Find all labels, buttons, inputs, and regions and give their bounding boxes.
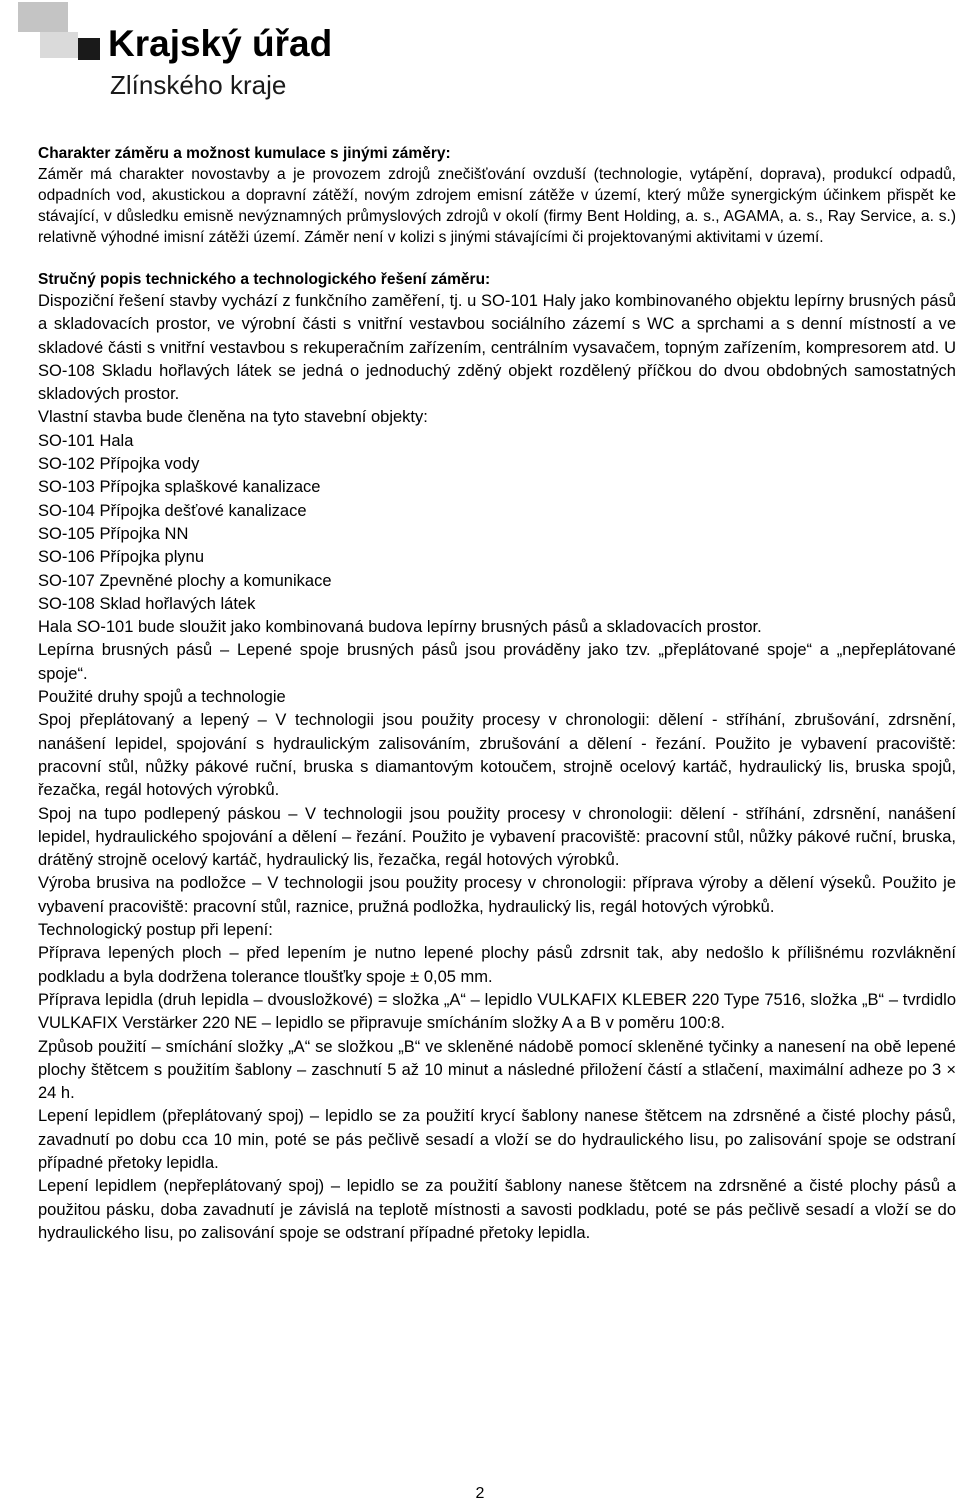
paragraph-lepeni-nepreplatovany: Lepení lepidlem (nepřeplátovaný spoj) – lepidlo se za použití šablony nanese štětcem na zdrsněné a čisté plochy pásů a použitou pásku, doba zavadnutí je závislá na teplotě místnosti a savosti podkladu, poté se pás pečlivě sesadí a vloží se do hydraulického lisu, po zalisování spoje se odstraní případné přetoky lepidla. [38, 1177, 956, 1242]
logo-square-light [40, 32, 78, 58]
paragraph-technologicky-postup: Technologický postup při lepení: [38, 921, 273, 940]
object-list-item: SO-106 Přípojka plynu [38, 548, 205, 567]
object-list-item: SO-103 Přípojka splaškové kanalizace [38, 478, 321, 497]
paragraph-spoj-na-tupo: Spoj na tupo podlepený páskou – V technologii jsou použity procesy v chronologii: dělení - stříhání, zdrsnění, nanášení lepidel, hydraulického spojování a dělení – řezání. Použito je vybavení pracoviště: pracovní stůl, nůžky pákové ruční, bruska, drátěný strojně ocelový kartáč, hydraulický lis, řezačka, regál hotových výrobků. [38, 804, 956, 870]
section-heading-charakter: Charakter záměru a možnost kumulace s jinými záměry: [38, 145, 451, 162]
section-heading-popis: Stručný popis technického a technologického řešení záměru: [38, 271, 491, 288]
paragraph-druhy-spoju: Použité druhy spojů a technologie [38, 688, 286, 707]
paragraph-spoj-preplatovany: Spoj přeplátovaný a lepený – V technologii jsou použity procesy v chronologii: dělení - stříhání, zbrušování, zdrsnění, nanášení lepidel, spojování s hydraulickým zalisováním, zbrušování a dělení - řezání. Použito je vybavení pracoviště: pracovní stůl, nůžky pákové ruční, bruska s diamantovým kotoučem, strojně ocelový kartáč, hydraulický lis, bruska spojů, řezačka, regál hotových výrobků. [38, 711, 956, 800]
paragraph-charakter: Záměr má charakter novostavby a je provozem zdrojů znečišťování ovzduší (technologie, vytápění, doprava), produkcí odpadů, odpadních vod, akustickou a dopravní zátěží, novým zdrojem emisní zátěže v území, který může synergickým účinkem přispět ke stávající, v důsledku emisně nevýznamných průmyslových zdrojů v okolí (firmy Bent Holding, a. s., AGAMA, a. s., Ray Service, a. s.) relativně výhodné imisní zátěži území. Záměr není v kolizi s jinými stávajícími či projektovanými aktivitami v území. [38, 166, 956, 246]
document-body [38, 143, 956, 1245]
object-list-item: SO-101 Hala [38, 431, 134, 450]
logo-square-gray [18, 2, 68, 32]
page-number: 2 [475, 1485, 485, 1502]
logo-title: Krajský úřad [108, 23, 333, 64]
paragraph-objects-intro: Vlastní stavba bude členěna na tyto stavební objekty: [38, 408, 428, 427]
object-list-item: SO-105 Přípojka NN [38, 524, 189, 543]
krajsky-urad-logo [4, 2, 333, 102]
paragraph-lepeni-preplatovany: Lepení lepidlem (přeplátovaný spoj) – lepidlo se za použití krycí šablony nanese štětcem na zdrsněné a čisté plochy pásů, zavadnutí po dobu cca 10 min, poté se pás pečlivě sesadí a vloží se do hydraulického lisu, po zalisování spoje se odstraní případné přetoky lepidla. [38, 1107, 956, 1172]
object-list-item: SO-104 Přípojka dešťové kanalizace [38, 501, 307, 520]
paragraph-vyroba-brusiva: Výroba brusiva na podložce – V technologii jsou použity procesy v chronologii: příprava výroby a dělení výseků. Použito je vybavení pracoviště: pracovní stůl, raznice, pružná podložka, hydraulický lis, regál hotových výrobků. [38, 874, 956, 916]
object-list-item: SO-107 Zpevněné plochy a komunikace [38, 571, 332, 590]
paragraph-hala: Hala SO-101 bude sloužit jako kombinovaná budova lepírny brusných pásů a skladovacích prostor. [38, 618, 762, 637]
logo-subtitle: Zlínského kraje [110, 70, 287, 100]
description-block [38, 290, 956, 1245]
paragraph-zpusob-pouziti: Způsob použití – smíchání složky „A“ se složkou „B“ ve skleněné nádobě pomocí skleněné tyčinky a nanesení na obě lepené plochy štětcem s použitím šablony – zaschnutí 5 až 10 minut a následné přiložení částí a stlačení, maximální adheze po 3 × 24 h. [38, 1037, 956, 1103]
spacer [38, 248, 956, 269]
object-list-item: SO-108 Sklad hořlavých látek [38, 594, 256, 613]
paragraph-priprava-lepidla: Příprava lepidla (druh lepidla – dvousložkové) = složka „A“ – lepidlo VULKAFIX KLEBER 220 Type 7516, složka „B“ – tvrdidlo VULKAFIX Verstärker 220 NE – lepidlo se připravuje smícháním složky A a B v poměru 100:8. [38, 990, 956, 1033]
paragraph-priprava-ploch: Příprava lepených ploch – před lepením je nutno lepené plochy pásů zdrsnit tak, aby nedošlo k přílišnému rozvláknění podkladu a byla dodržena tolerance tloušťky spoje ± 0,05 mm. [38, 944, 956, 986]
paragraph-lepirna: Lepírna brusných pásů – Lepené spoje brusných pásů jsou prováděny jako tzv. „přeplátované spoje“ a „nepřeplátované spoje“. [38, 641, 956, 683]
object-list-item: SO-102 Přípojka vody [38, 455, 200, 474]
paragraph-dispozice: Dispoziční řešení stavby vychází z funkčního zaměření, tj. u SO-101 Haly jako kombinovaného objektu lepírny brusných pásů a skladovacích prostor, ve výrobní části s vnitřní vestavbou sociálního zázemí s WC a sprchami a s denní místností a ve skladové části s vnitřní vestavbou s rekuperačním zařízením, centrálním vysavačem, topným zařízením, kompresorem atd. U SO-108 Skladu hořlavých látek se jedná o jednoduchý zděný objekt rozdělený příčkou do dvou obdobných samostatných skladových prostor. [38, 292, 956, 404]
logo-square-black [78, 38, 100, 60]
